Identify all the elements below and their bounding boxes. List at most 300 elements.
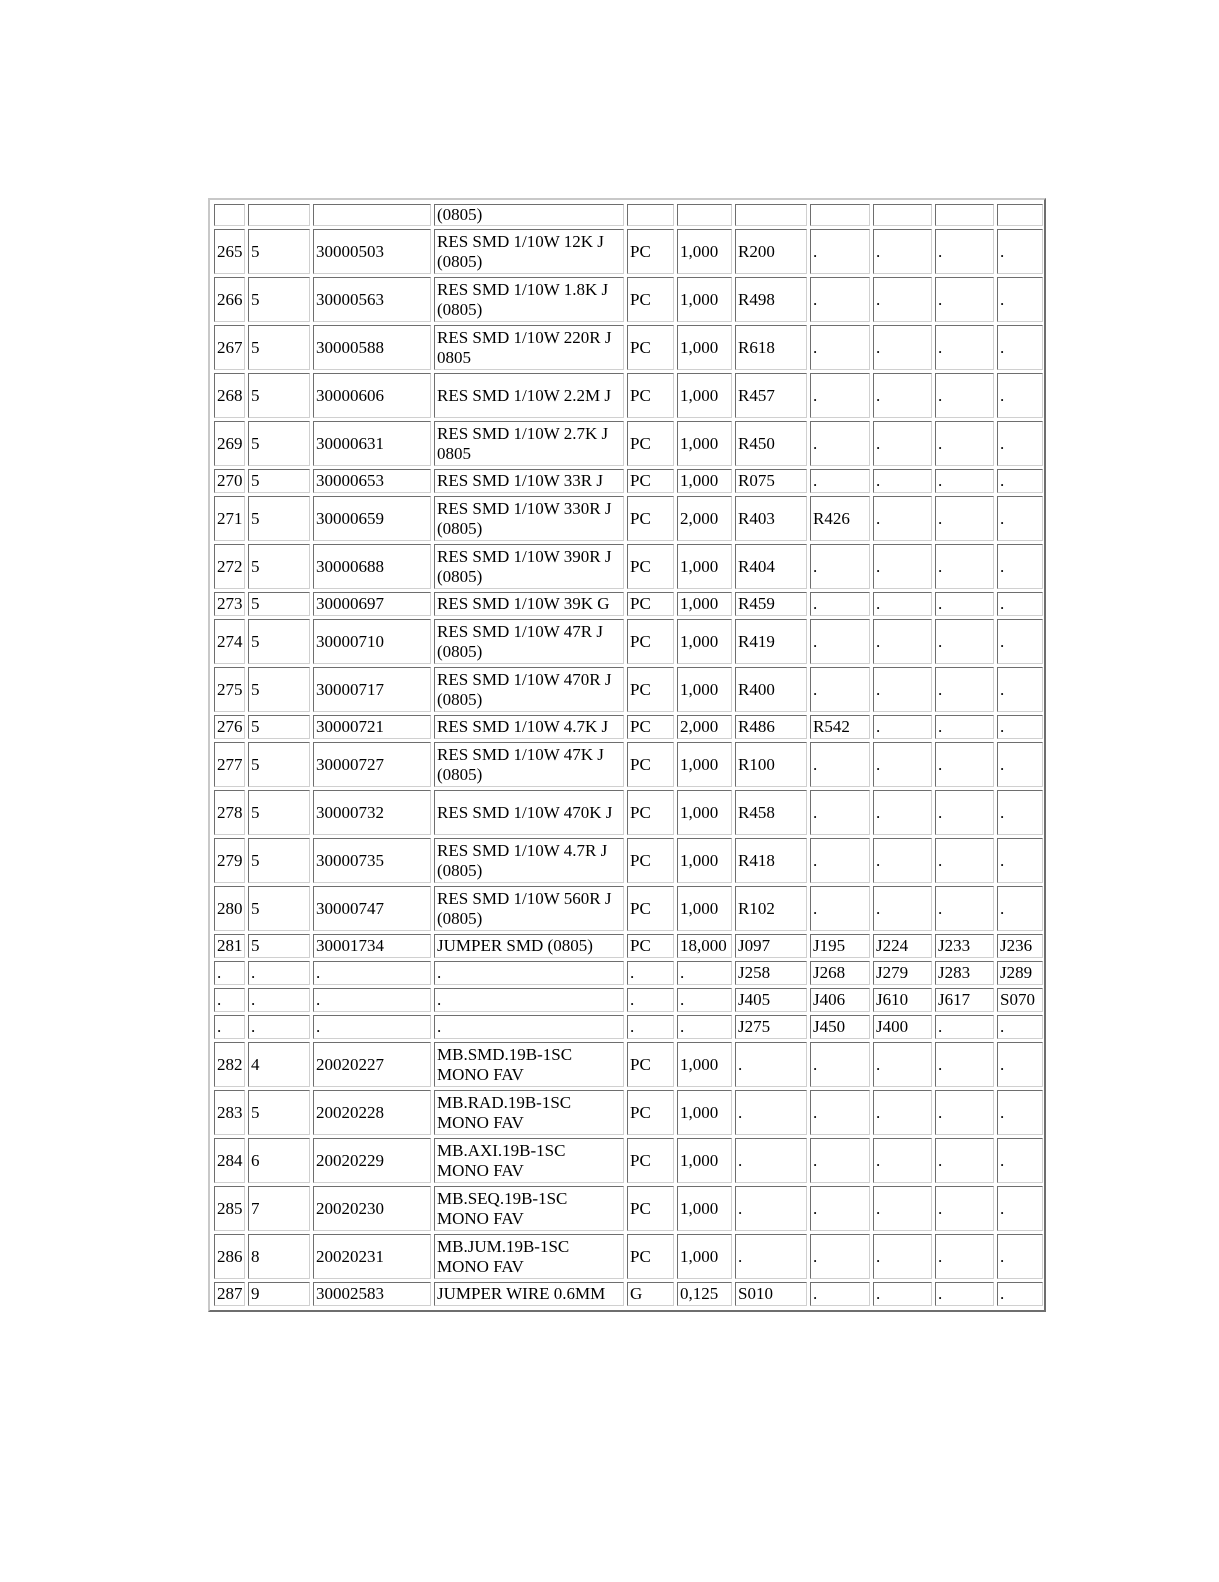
cell-unit: PC	[627, 1138, 674, 1183]
cell-description: RES SMD 1/10W 2.2M J	[434, 373, 624, 418]
cell-ref-5: S070	[997, 988, 1043, 1012]
cell-item-number: 285	[214, 1186, 245, 1231]
cell-description: RES SMD 1/10W 1.8K J (0805)	[434, 277, 624, 322]
cell-level: 5	[248, 421, 310, 466]
cell-unit: .	[627, 1015, 674, 1039]
cell-item-number: 283	[214, 1090, 245, 1135]
cell-ref-5: .	[997, 373, 1043, 418]
cell-unit: PC	[627, 277, 674, 322]
table-row	[214, 838, 1043, 883]
cell-level: 5	[248, 715, 310, 739]
cell-ref-3: .	[873, 1090, 932, 1135]
cell-level	[248, 204, 310, 226]
cell-ref-1: R498	[735, 277, 807, 322]
cell-item-number: 268	[214, 373, 245, 418]
cell-part-number: 30000606	[313, 373, 431, 418]
cell-ref-2: .	[810, 1282, 870, 1306]
cell-ref-4: .	[935, 421, 994, 466]
cell-ref-3: .	[873, 1186, 932, 1231]
cell-ref-4: J617	[935, 988, 994, 1012]
cell-item-number: 272	[214, 544, 245, 589]
cell-ref-3: .	[873, 742, 932, 787]
cell-ref-2: .	[810, 742, 870, 787]
cell-part-number: 30000717	[313, 667, 431, 712]
cell-item-number: .	[214, 988, 245, 1012]
table-row	[214, 277, 1043, 322]
cell-level: 5	[248, 496, 310, 541]
table-row	[214, 592, 1043, 616]
cell-ref-4: .	[935, 277, 994, 322]
cell-part-number: 30000710	[313, 619, 431, 664]
cell-item-number: 277	[214, 742, 245, 787]
cell-ref-4: .	[935, 373, 994, 418]
cell-quantity: 1,000	[677, 373, 732, 418]
cell-ref-5: .	[997, 1090, 1043, 1135]
cell-ref-4: .	[935, 742, 994, 787]
cell-item-number	[214, 204, 245, 226]
bom-table-body	[214, 204, 1043, 1306]
cell-quantity: 1,000	[677, 469, 732, 493]
table-row	[214, 544, 1043, 589]
cell-quantity: 18,000	[677, 934, 732, 958]
cell-unit: PC	[627, 325, 674, 370]
cell-ref-3: J279	[873, 961, 932, 985]
cell-level: 5	[248, 667, 310, 712]
cell-ref-3: .	[873, 790, 932, 835]
cell-unit: PC	[627, 592, 674, 616]
cell-description: JUMPER WIRE 0.6MM	[434, 1282, 624, 1306]
cell-quantity: 0,125	[677, 1282, 732, 1306]
cell-quantity	[677, 204, 732, 226]
cell-quantity: 1,000	[677, 229, 732, 274]
table-row	[214, 1186, 1043, 1231]
cell-level: 7	[248, 1186, 310, 1231]
cell-ref-5: .	[997, 277, 1043, 322]
cell-ref-5: .	[997, 1138, 1043, 1183]
cell-unit: G	[627, 1282, 674, 1306]
cell-quantity: 1,000	[677, 277, 732, 322]
cell-ref-2: J195	[810, 934, 870, 958]
cell-ref-4: .	[935, 1282, 994, 1306]
cell-description: RES SMD 1/10W 560R J (0805)	[434, 886, 624, 931]
cell-part-number: 20020230	[313, 1186, 431, 1231]
table-row	[214, 1234, 1043, 1279]
table-row	[214, 988, 1043, 1012]
cell-part-number: .	[313, 961, 431, 985]
table-row	[214, 742, 1043, 787]
cell-ref-5: J289	[997, 961, 1043, 985]
cell-part-number	[313, 204, 431, 226]
cell-level: 8	[248, 1234, 310, 1279]
cell-ref-3: .	[873, 229, 932, 274]
table-row	[214, 229, 1043, 274]
cell-ref-2: .	[810, 838, 870, 883]
cell-ref-4: .	[935, 1042, 994, 1087]
cell-ref-5: .	[997, 667, 1043, 712]
cell-level: 4	[248, 1042, 310, 1087]
cell-unit: PC	[627, 496, 674, 541]
cell-ref-4	[935, 204, 994, 226]
cell-description: RES SMD 1/10W 4.7K J	[434, 715, 624, 739]
cell-ref-1	[735, 204, 807, 226]
cell-ref-4: J283	[935, 961, 994, 985]
cell-ref-3: J400	[873, 1015, 932, 1039]
cell-part-number: 30002583	[313, 1282, 431, 1306]
cell-level: 5	[248, 592, 310, 616]
cell-ref-4: .	[935, 469, 994, 493]
cell-description: JUMPER SMD (0805)	[434, 934, 624, 958]
cell-ref-5: .	[997, 1042, 1043, 1087]
cell-part-number: 30000563	[313, 277, 431, 322]
cell-quantity: 2,000	[677, 715, 732, 739]
cell-item-number: 287	[214, 1282, 245, 1306]
cell-ref-3: .	[873, 469, 932, 493]
cell-ref-2: .	[810, 469, 870, 493]
cell-ref-4: .	[935, 1090, 994, 1135]
cell-quantity: 1,000	[677, 421, 732, 466]
cell-description: MB.JUM.19B-1SC MONO FAV	[434, 1234, 624, 1279]
cell-description: RES SMD 1/10W 47K J (0805)	[434, 742, 624, 787]
cell-level: 5	[248, 469, 310, 493]
cell-unit: PC	[627, 886, 674, 931]
cell-ref-5: .	[997, 229, 1043, 274]
cell-ref-5	[997, 204, 1043, 226]
cell-part-number: 30000653	[313, 469, 431, 493]
cell-ref-2: .	[810, 619, 870, 664]
cell-ref-2: .	[810, 592, 870, 616]
cell-ref-5: .	[997, 1234, 1043, 1279]
cell-item-number: 270	[214, 469, 245, 493]
cell-description: RES SMD 1/10W 220R J 0805	[434, 325, 624, 370]
cell-unit: .	[627, 988, 674, 1012]
cell-part-number: 30000659	[313, 496, 431, 541]
cell-ref-1: R450	[735, 421, 807, 466]
cell-quantity: 1,000	[677, 1090, 732, 1135]
cell-unit: PC	[627, 790, 674, 835]
cell-ref-3: .	[873, 373, 932, 418]
cell-ref-5: .	[997, 1015, 1043, 1039]
cell-ref-2: .	[810, 544, 870, 589]
cell-ref-5: .	[997, 715, 1043, 739]
cell-level: 5	[248, 229, 310, 274]
cell-ref-1: R618	[735, 325, 807, 370]
cell-ref-2: .	[810, 1090, 870, 1135]
cell-ref-5: .	[997, 469, 1043, 493]
cell-ref-3: .	[873, 715, 932, 739]
cell-part-number: 30000588	[313, 325, 431, 370]
cell-unit: PC	[627, 1042, 674, 1087]
table-row	[214, 1090, 1043, 1135]
cell-ref-4: .	[935, 496, 994, 541]
cell-quantity: 1,000	[677, 544, 732, 589]
cell-part-number: 30000721	[313, 715, 431, 739]
cell-ref-5: J236	[997, 934, 1043, 958]
cell-ref-2: R542	[810, 715, 870, 739]
cell-quantity: 1,000	[677, 886, 732, 931]
cell-ref-3: .	[873, 592, 932, 616]
cell-unit: PC	[627, 1090, 674, 1135]
cell-item-number: 280	[214, 886, 245, 931]
cell-ref-4: .	[935, 790, 994, 835]
cell-ref-2: .	[810, 1042, 870, 1087]
cell-quantity: 1,000	[677, 1186, 732, 1231]
bom-table	[211, 201, 1046, 1309]
cell-ref-2: .	[810, 421, 870, 466]
cell-description: MB.SEQ.19B-1SC MONO FAV	[434, 1186, 624, 1231]
cell-part-number: 30000688	[313, 544, 431, 589]
cell-ref-4: .	[935, 715, 994, 739]
cell-description: RES SMD 1/10W 39K G	[434, 592, 624, 616]
cell-level: .	[248, 961, 310, 985]
cell-quantity: 1,000	[677, 667, 732, 712]
cell-ref-1: R100	[735, 742, 807, 787]
cell-item-number: 279	[214, 838, 245, 883]
cell-ref-4: .	[935, 1138, 994, 1183]
cell-ref-3: .	[873, 421, 932, 466]
cell-part-number: 30000727	[313, 742, 431, 787]
cell-ref-4: .	[935, 1186, 994, 1231]
cell-part-number: 30000697	[313, 592, 431, 616]
table-row	[214, 1282, 1043, 1306]
cell-item-number: 274	[214, 619, 245, 664]
cell-ref-4: .	[935, 544, 994, 589]
cell-quantity: 1,000	[677, 742, 732, 787]
cell-part-number: .	[313, 988, 431, 1012]
cell-quantity: 1,000	[677, 1234, 732, 1279]
cell-item-number: 282	[214, 1042, 245, 1087]
cell-ref-1: .	[735, 1042, 807, 1087]
cell-ref-4: .	[935, 1015, 994, 1039]
cell-part-number: 30000747	[313, 886, 431, 931]
cell-quantity: .	[677, 988, 732, 1012]
cell-ref-3: .	[873, 886, 932, 931]
cell-ref-3: J224	[873, 934, 932, 958]
cell-item-number: 271	[214, 496, 245, 541]
cell-ref-4: .	[935, 838, 994, 883]
cell-unit: PC	[627, 667, 674, 712]
bom-table-frame	[208, 198, 1046, 1312]
cell-ref-4: .	[935, 592, 994, 616]
cell-ref-1: R486	[735, 715, 807, 739]
cell-quantity: .	[677, 1015, 732, 1039]
cell-quantity: 2,000	[677, 496, 732, 541]
cell-ref-1: R403	[735, 496, 807, 541]
table-row	[214, 790, 1043, 835]
cell-ref-2: .	[810, 277, 870, 322]
cell-part-number: 30000631	[313, 421, 431, 466]
cell-unit: PC	[627, 1186, 674, 1231]
cell-part-number: 20020228	[313, 1090, 431, 1135]
cell-ref-2: .	[810, 1138, 870, 1183]
table-row	[214, 496, 1043, 541]
cell-ref-5: .	[997, 1282, 1043, 1306]
cell-item-number: .	[214, 961, 245, 985]
cell-quantity: .	[677, 961, 732, 985]
cell-part-number: 20020229	[313, 1138, 431, 1183]
table-row	[214, 1042, 1043, 1087]
table-row	[214, 373, 1043, 418]
cell-part-number: 30000735	[313, 838, 431, 883]
cell-ref-1: R418	[735, 838, 807, 883]
cell-item-number: 278	[214, 790, 245, 835]
cell-ref-1: R400	[735, 667, 807, 712]
cell-item-number: 286	[214, 1234, 245, 1279]
cell-ref-3: .	[873, 325, 932, 370]
cell-ref-1: R075	[735, 469, 807, 493]
cell-ref-2: J268	[810, 961, 870, 985]
cell-ref-2: J406	[810, 988, 870, 1012]
cell-ref-1: R102	[735, 886, 807, 931]
table-row	[214, 469, 1043, 493]
cell-ref-3: .	[873, 838, 932, 883]
cell-level: 5	[248, 742, 310, 787]
cell-description: RES SMD 1/10W 2.7K J 0805	[434, 421, 624, 466]
cell-part-number: 30000732	[313, 790, 431, 835]
cell-description: .	[434, 988, 624, 1012]
cell-item-number: 269	[214, 421, 245, 466]
cell-item-number: 265	[214, 229, 245, 274]
cell-ref-4: J233	[935, 934, 994, 958]
cell-unit: PC	[627, 715, 674, 739]
cell-ref-3: .	[873, 544, 932, 589]
cell-level: 5	[248, 838, 310, 883]
table-row	[214, 421, 1043, 466]
cell-item-number: 281	[214, 934, 245, 958]
table-row	[214, 1138, 1043, 1183]
cell-description: (0805)	[434, 204, 624, 226]
cell-ref-3: .	[873, 496, 932, 541]
cell-quantity: 1,000	[677, 325, 732, 370]
cell-unit: PC	[627, 373, 674, 418]
cell-description: .	[434, 1015, 624, 1039]
cell-level: 9	[248, 1282, 310, 1306]
cell-ref-2: .	[810, 229, 870, 274]
cell-ref-2: R426	[810, 496, 870, 541]
cell-unit: PC	[627, 838, 674, 883]
cell-description: MB.AXI.19B-1SC MONO FAV	[434, 1138, 624, 1183]
cell-ref-4: .	[935, 1234, 994, 1279]
cell-description: RES SMD 1/10W 470R J (0805)	[434, 667, 624, 712]
cell-unit: PC	[627, 229, 674, 274]
cell-ref-1: S010	[735, 1282, 807, 1306]
cell-item-number: 266	[214, 277, 245, 322]
cell-ref-4: .	[935, 667, 994, 712]
cell-ref-4: .	[935, 325, 994, 370]
cell-item-number: .	[214, 1015, 245, 1039]
cell-ref-1: J405	[735, 988, 807, 1012]
cell-ref-3	[873, 204, 932, 226]
cell-ref-4: .	[935, 886, 994, 931]
cell-ref-1: R458	[735, 790, 807, 835]
cell-ref-1: R419	[735, 619, 807, 664]
cell-description: RES SMD 1/10W 390R J (0805)	[434, 544, 624, 589]
cell-item-number: 284	[214, 1138, 245, 1183]
cell-level: 6	[248, 1138, 310, 1183]
table-row	[214, 886, 1043, 931]
cell-ref-2	[810, 204, 870, 226]
cell-level: 5	[248, 373, 310, 418]
cell-ref-3: .	[873, 1042, 932, 1087]
cell-ref-3: .	[873, 619, 932, 664]
cell-ref-5: .	[997, 496, 1043, 541]
cell-description: .	[434, 961, 624, 985]
cell-ref-5: .	[997, 790, 1043, 835]
cell-ref-1: R200	[735, 229, 807, 274]
table-row	[214, 619, 1043, 664]
cell-ref-1: J258	[735, 961, 807, 985]
cell-ref-1: J097	[735, 934, 807, 958]
cell-description: MB.SMD.19B-1SC MONO FAV	[434, 1042, 624, 1087]
cell-ref-2: .	[810, 373, 870, 418]
cell-ref-5: .	[997, 421, 1043, 466]
cell-ref-5: .	[997, 742, 1043, 787]
cell-ref-1: .	[735, 1138, 807, 1183]
cell-ref-1: .	[735, 1186, 807, 1231]
cell-unit: PC	[627, 544, 674, 589]
table-row	[214, 325, 1043, 370]
cell-ref-4: .	[935, 229, 994, 274]
cell-description: MB.RAD.19B-1SC MONO FAV	[434, 1090, 624, 1135]
cell-description: RES SMD 1/10W 330R J (0805)	[434, 496, 624, 541]
cell-unit: PC	[627, 619, 674, 664]
table-row	[214, 204, 1043, 226]
cell-item-number: 267	[214, 325, 245, 370]
cell-part-number: 20020231	[313, 1234, 431, 1279]
cell-quantity: 1,000	[677, 838, 732, 883]
cell-part-number: 20020227	[313, 1042, 431, 1087]
cell-unit	[627, 204, 674, 226]
cell-ref-2: .	[810, 790, 870, 835]
cell-level: .	[248, 988, 310, 1012]
cell-ref-2: .	[810, 886, 870, 931]
cell-item-number: 273	[214, 592, 245, 616]
cell-ref-5: .	[997, 838, 1043, 883]
cell-quantity: 1,000	[677, 619, 732, 664]
cell-ref-1: .	[735, 1234, 807, 1279]
cell-unit: .	[627, 961, 674, 985]
table-row	[214, 961, 1043, 985]
cell-ref-3: J610	[873, 988, 932, 1012]
cell-description: RES SMD 1/10W 470K J	[434, 790, 624, 835]
cell-description: RES SMD 1/10W 4.7R J (0805)	[434, 838, 624, 883]
cell-unit: PC	[627, 469, 674, 493]
cell-ref-5: .	[997, 325, 1043, 370]
cell-part-number: 30000503	[313, 229, 431, 274]
cell-level: 5	[248, 544, 310, 589]
table-row	[214, 667, 1043, 712]
cell-part-number: 30001734	[313, 934, 431, 958]
cell-level: 5	[248, 934, 310, 958]
cell-unit: PC	[627, 934, 674, 958]
cell-ref-5: .	[997, 886, 1043, 931]
cell-ref-1: R404	[735, 544, 807, 589]
cell-unit: PC	[627, 421, 674, 466]
cell-ref-3: .	[873, 1138, 932, 1183]
cell-quantity: 1,000	[677, 790, 732, 835]
cell-level: 5	[248, 277, 310, 322]
cell-unit: PC	[627, 1234, 674, 1279]
cell-description: RES SMD 1/10W 12K J (0805)	[434, 229, 624, 274]
table-row	[214, 715, 1043, 739]
cell-ref-5: .	[997, 592, 1043, 616]
cell-ref-4: .	[935, 619, 994, 664]
cell-ref-1: J275	[735, 1015, 807, 1039]
cell-ref-5: .	[997, 1186, 1043, 1231]
cell-quantity: 1,000	[677, 592, 732, 616]
table-row	[214, 934, 1043, 958]
cell-ref-3: .	[873, 277, 932, 322]
cell-unit: PC	[627, 742, 674, 787]
